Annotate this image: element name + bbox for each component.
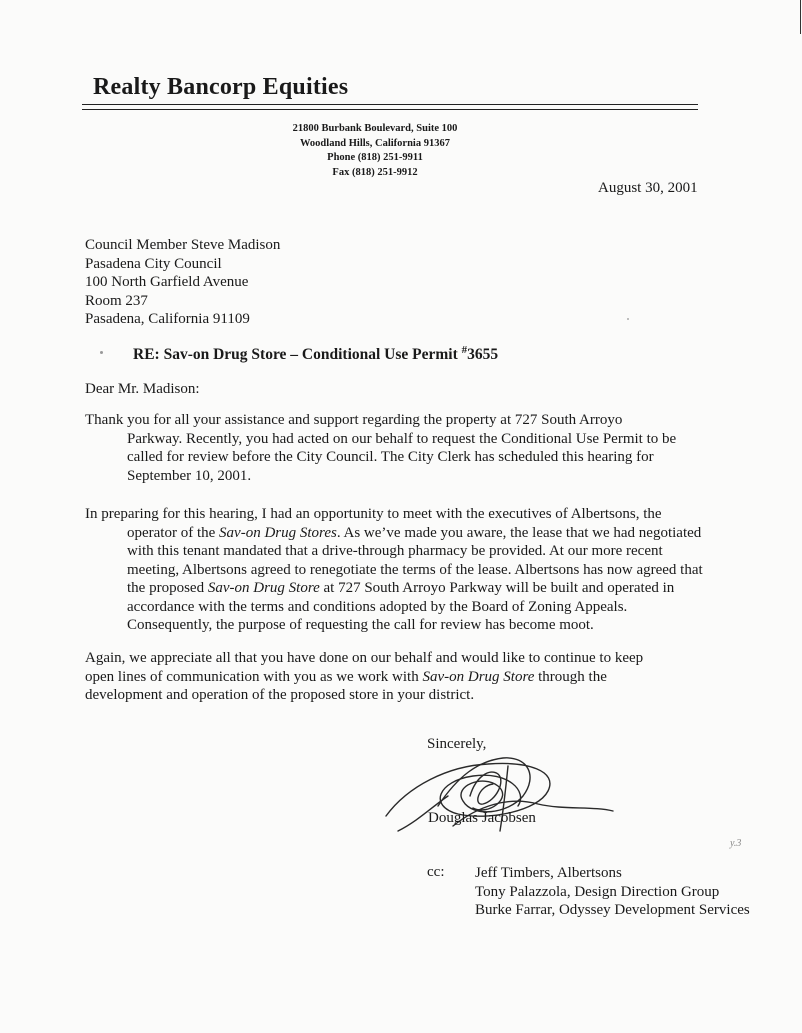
letterhead-rule-top (82, 104, 698, 105)
paragraph-line: with this tenant mandated that a drive-through pharmacy be provided. At our more recent (127, 543, 663, 559)
paragraph-line: development and operation of the proposed store in your district. (85, 687, 475, 703)
scan-speck (100, 351, 103, 354)
paragraph-line: Consequently, the purpose of requesting the call for review has become moot. (127, 617, 594, 633)
recipient-line: Pasadena, California 91109 (85, 311, 250, 327)
address-line: Woodland Hills, California 91367 (300, 137, 450, 149)
paragraph-line: meeting, Albertsons agreed to renegotiate the terms of the lease. Albertsons has now agreed that (127, 561, 703, 578)
closing: Sincerely, (427, 736, 487, 752)
cc-list (475, 864, 750, 920)
subject-text: RE: Sav-on Drug Store – Conditional Use Permit (133, 346, 462, 364)
letterhead-rule-bottom (82, 109, 698, 110)
recipient-block (85, 236, 280, 329)
text-run: the proposed (127, 580, 208, 596)
store-name-italic: Sav-on Drug Store (422, 668, 535, 685)
letterhead-address (210, 122, 540, 180)
cc-label: cc: (427, 864, 445, 880)
paragraph-line: called for review before the City Council. The City Clerk has scheduled this hearing for (127, 449, 654, 465)
cc-recipient: Tony Palazzola, Design Direction Group (475, 883, 720, 900)
signature-scribble (378, 746, 628, 846)
recipient-line: Room 237 (85, 292, 148, 309)
subject-line (133, 344, 498, 364)
company-name: Realty Bancorp Equities (93, 74, 349, 100)
body-paragraph-1 (85, 411, 725, 485)
signer-name: Douglas Jacobsen (428, 810, 536, 826)
text-run: . As we’ve made you aware, the lease that we had negotiated (336, 524, 702, 541)
paragraph-line: Again, we appreciate all that you have done on our behalf and would like to continue to keep (85, 650, 644, 666)
paragraph-line: Parkway. Recently, you had acted on our behalf to request the Conditional Use Permit to be (127, 430, 677, 447)
paragraph-line: Thank you for all your assistance and support regarding the property at 727 South Arroyo (85, 412, 623, 428)
address-phone: Phone (818) 251-9911 (327, 152, 423, 163)
text-run: open lines of communication with you as we work with (85, 668, 423, 685)
paragraph-line (127, 579, 755, 598)
body-paragraph-2 (85, 505, 755, 635)
subject-number: 3655 (467, 346, 499, 364)
recipient-line: Council Member Steve Madison (85, 237, 281, 253)
paragraph-line: accordance with the terms and conditions adopted by the Board of Zoning Appeals. (127, 598, 628, 615)
paragraph-line: In preparing for this hearing, I had an opportunity to meet with the executives of Albertsons, the (85, 506, 662, 522)
cc-recipient: Jeff Timbers, Albertsons (475, 865, 622, 881)
recipient-line: 100 North Garfield Avenue (85, 274, 249, 290)
text-run: through the (534, 668, 607, 685)
paragraph-line (127, 524, 755, 543)
text-run: operator of the (127, 524, 220, 541)
store-name-italic: Sav-on Drug Stores (219, 524, 337, 541)
salutation: Dear Mr. Madison: (85, 381, 200, 397)
margin-mark: y.3 (730, 838, 742, 849)
cc-recipient: Burke Farrar, Odyssey Development Services (475, 902, 750, 918)
page-edge-line (800, 0, 801, 34)
letter-date: August 30, 2001 (598, 180, 698, 196)
recipient-line: Pasadena City Council (85, 255, 222, 272)
address-fax: Fax (818) 251-9912 (332, 166, 418, 178)
address-line: 21800 Burbank Boulevard, Suite 100 (292, 123, 458, 134)
subject-number-sign: # (461, 344, 468, 356)
paragraph-line: September 10, 2001. (127, 467, 252, 484)
paragraph-line (85, 668, 725, 687)
store-name-italic: Sav-on Drug Store (207, 580, 320, 596)
scan-speck (627, 318, 629, 320)
body-paragraph-3 (85, 649, 725, 705)
text-run: at 727 South Arroyo Parkway will be built and operated in (319, 580, 675, 596)
